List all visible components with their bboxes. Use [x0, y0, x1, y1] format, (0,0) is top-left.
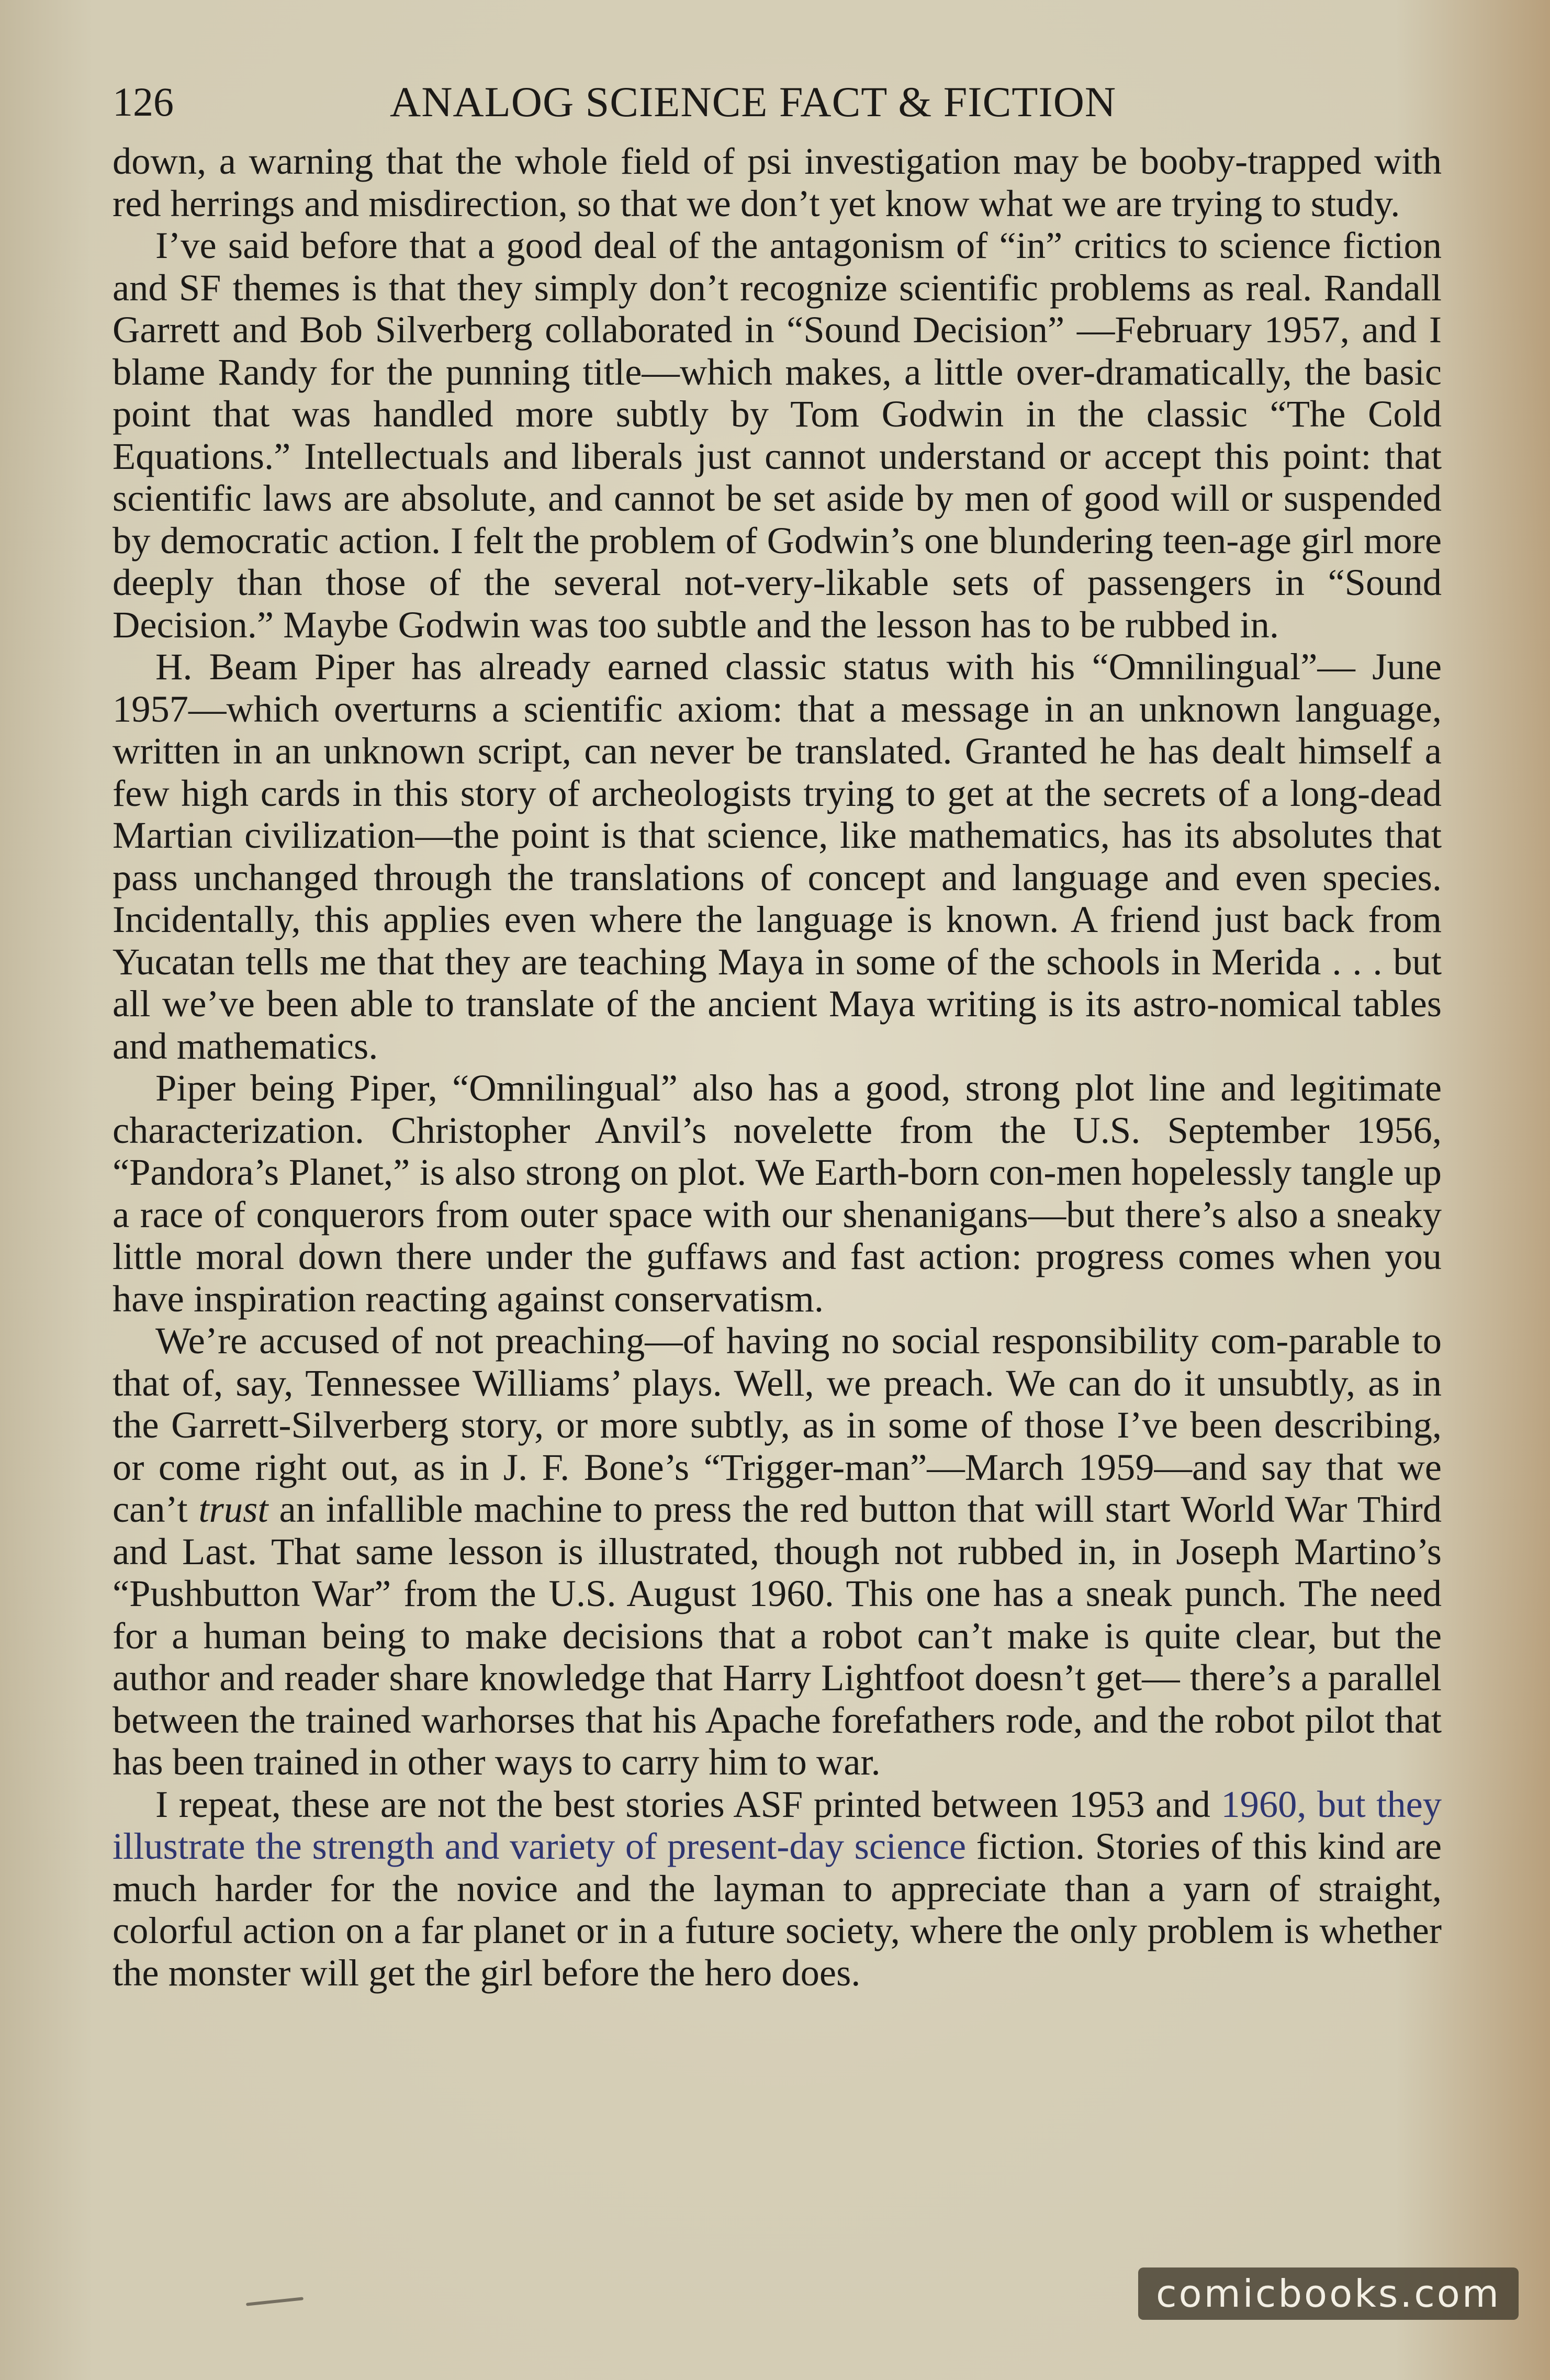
paragraph-conclusion-text-a: I repeat, these are not the best stories ASF printed between 1953 and [155, 1782, 1221, 1825]
paragraph-sound-decision: I’ve said before that a good deal of the antagonism of “in” critics to science fiction and SF themes is that they simply don’t recognize scientific problems as real. Randall Garrett and Bob Silverberg collaborated in “Sound Decision” —February 1957, and I blame Randy for the punning title—which makes, a little over-dramatically, the basic point that was handled more subtly by Tom Godwin in the classic “The Cold Equations.” Intellectuals and liberals just cannot understand or accept this point: that scientific laws are absolute, and cannot be set aside by men of good will or suspended by democratic action. I felt the problem of Godwin’s one blundering teen-age girl more deeply than those of the several not-very-likable sets of passengers in “Sound Decision.” Maybe Godwin was too subtle and the lesson has to be rubbed in. [113, 224, 1442, 646]
paragraph-preaching-text-a: We’re accused of not preaching—of having no social responsibility com-parable to that of, say, Tennessee Williams’ plays. Well, we preach. We can do it unsubtly, as in the Garrett-Silverberg story, or more subtly, as in some of those I’ve been describing, or come right out, as in J. F. Bone’s “Trigger-man”—March 1959—and say that we can’t [113, 1319, 1442, 1530]
watermark-logo: comicbooks.com [1138, 2267, 1519, 2320]
paragraph-conclusion-blue-line: 1960, but they illustrate the strength and variety of present-day science [113, 1782, 1442, 1867]
pencil-mark [246, 2297, 304, 2306]
page-header [113, 73, 1442, 131]
paragraph-preaching-text-b: an infallible machine to press the red button that will start World War Third and Last. That same lesson is illustrated, though not rubbed in, in Joseph Martino’s “Pushbutton War” from the U.S. August 1960. This one has a sneak punch. The need for a human being to make decisions that a robot can’t make is quite clear, but the author and reader share knowledge that Harry Lightfoot doesn’t get— there’s a parallel between the trained warhorses that his Apache forefathers rode, and the robot pilot that has been trained in other ways to carry him to war. [113, 1488, 1442, 1783]
article-body [113, 140, 1442, 1994]
running-title: ANALOG SCIENCE FACT & FICTION [390, 78, 1117, 126]
paragraph-conclusion-text-b: fiction. Stories of this kind are much harder for the novice and the layman to appreciate than a yarn of straight, colorful action on a far planet or in a future society, where the only problem is whether the monster will get the girl before the hero does. [113, 1825, 1442, 1994]
paragraph-preaching [113, 1320, 1442, 1783]
paragraph-pandoras-planet: Piper being Piper, “Omnilingual” also has a good, strong plot line and legitimate characterization. Christopher Anvil’s novelette from the U.S. September 1956, “Pandora’s Planet,” is also strong on plot. We Earth-born con-men hopelessly tangle up a race of conquerors from outer space with our shenanigans—but there’s also a sneaky little moral down there under the guffaws and fast action: progress comes when you have inspiration reacting against conservatism. [113, 1066, 1442, 1320]
emphasis-trust: trust [198, 1488, 268, 1530]
paragraph-continuation: down, a warning that the whole field of psi investigation may be booby-trapped with red herrings and misdirection, so that we don’t yet know what we are trying to study. [113, 140, 1442, 224]
paragraph-omnilingual: H. Beam Piper has already earned classic status with his “Omnilingual”— June 1957—which overturns a scientific axiom: that a message in an unknown language, written in an unknown script, can never be translated. Granted he has dealt himself a few high cards in this story of archeologists trying to get at the secrets of a long-dead Martian civilization—the point is that science, like mathematics, has its absolutes that pass unchanged through the translations of concept and language and even species. Incidentally, this applies even where the language is known. A friend just back from Yucatan tells me that they are teaching Maya in some of the schools in Merida . . . but all we’ve been able to translate of the ancient Maya writing is its astro-nomical tables and mathematics. [113, 645, 1442, 1067]
page-number: 126 [113, 79, 174, 125]
paragraph-conclusion [113, 1783, 1442, 1994]
